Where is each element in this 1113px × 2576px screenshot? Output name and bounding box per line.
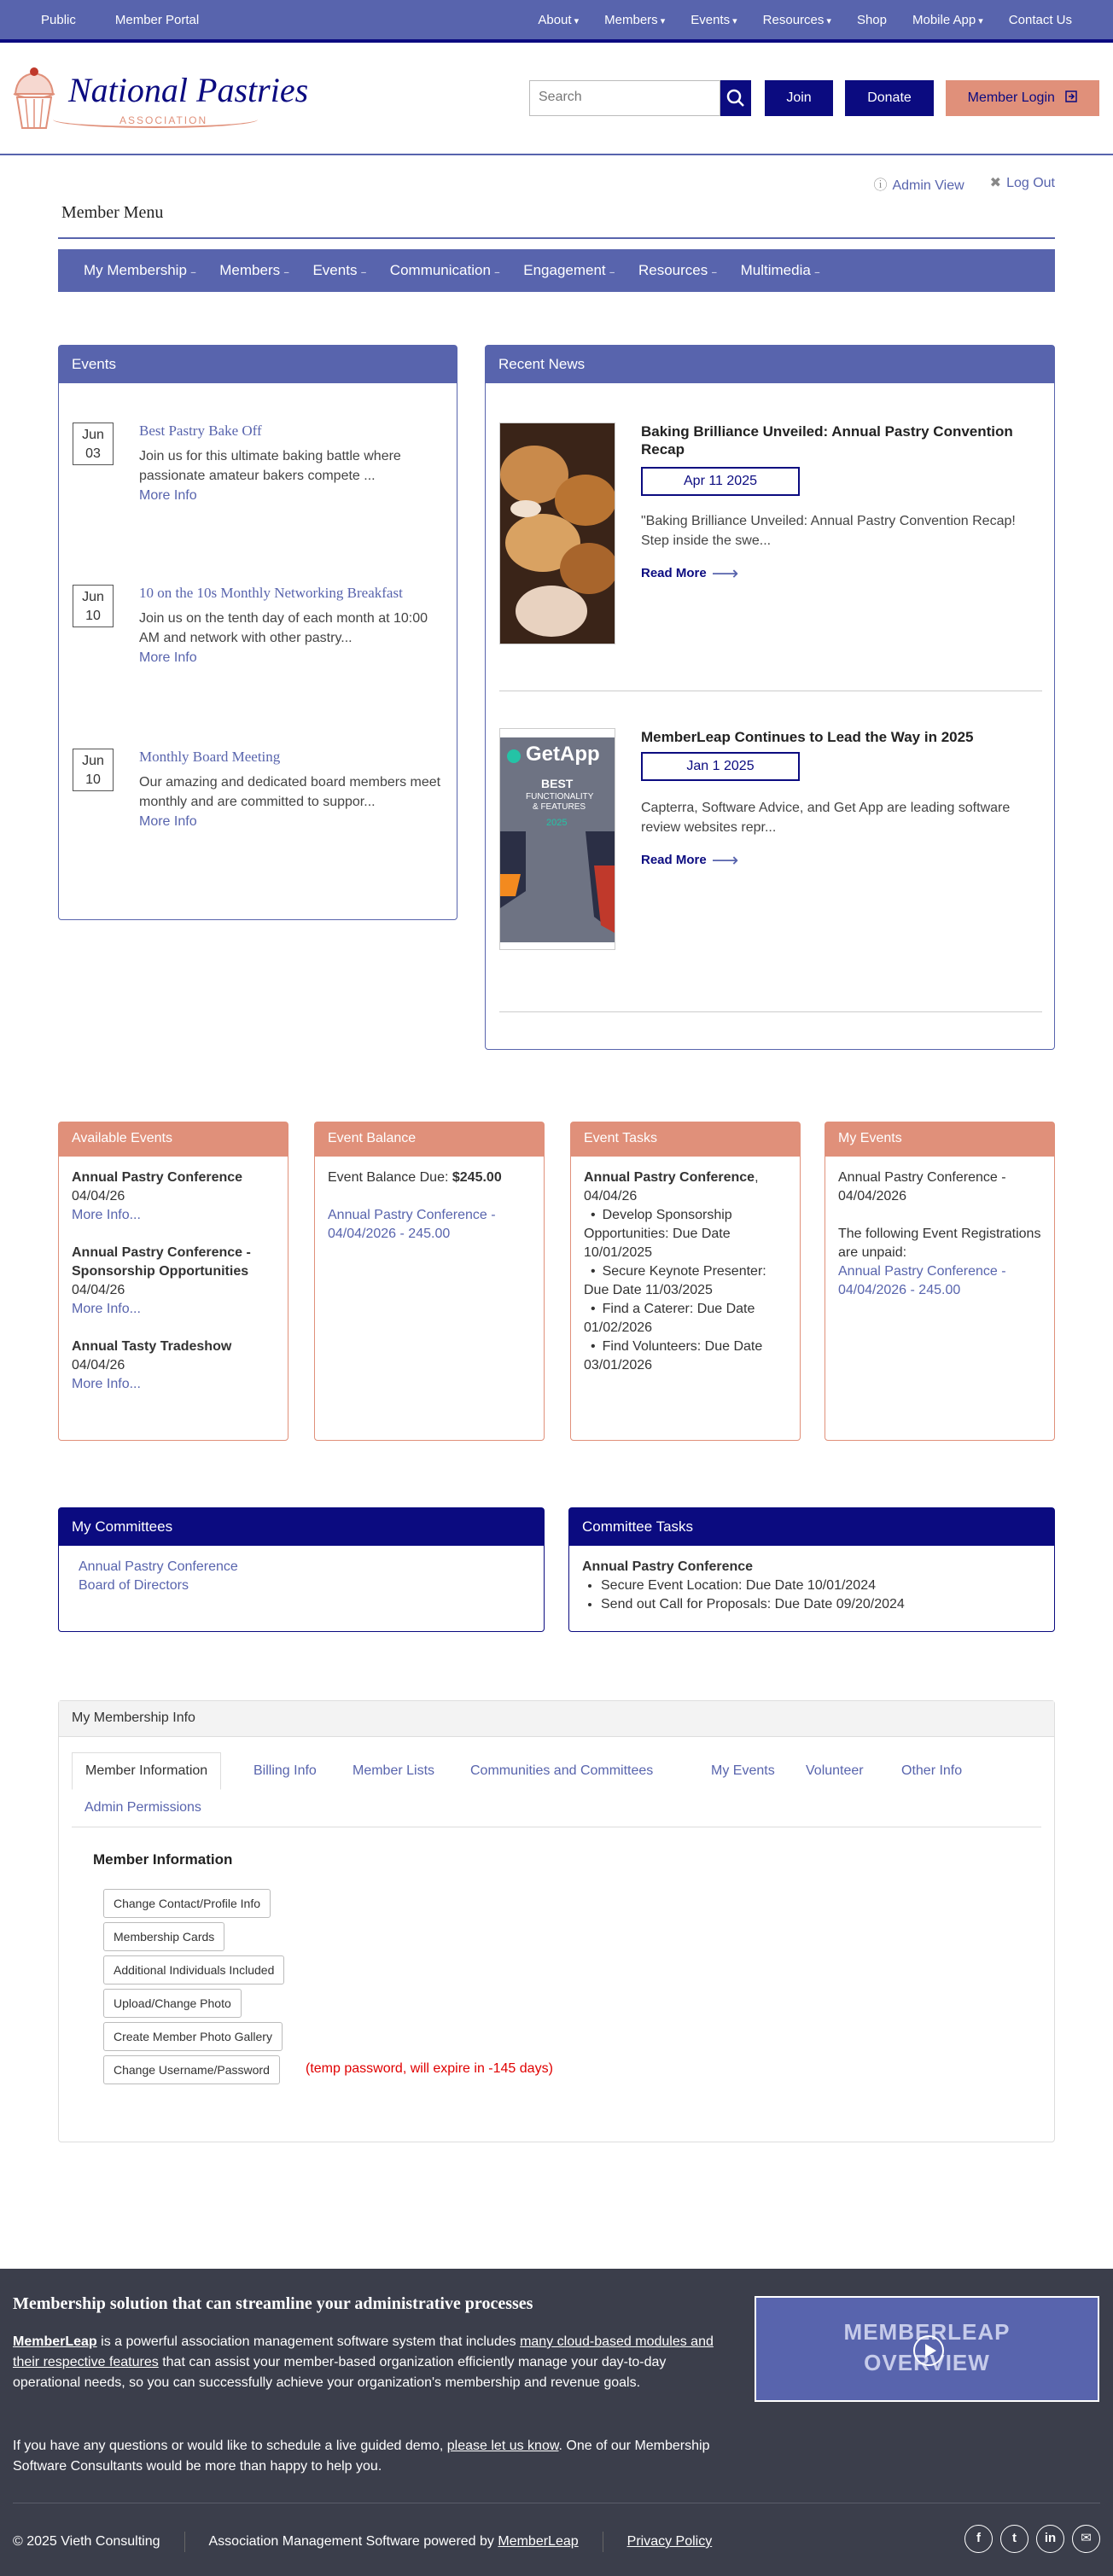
news-item — [499, 728, 1042, 950]
tab-member-information[interactable]: Member Information — [72, 1752, 221, 1790]
login-icon — [1065, 90, 1077, 102]
badge-year: 2025 — [546, 818, 568, 828]
event-more-info-link[interactable]: More Info — [139, 488, 197, 503]
top-bar-right — [538, 13, 1072, 27]
footer-copyright: © 2025 Vieth Consulting — [13, 2534, 160, 2549]
news-image-pastries[interactable] — [499, 423, 615, 644]
news-description: "Baking Brilliance Unveiled: Annual Pastry Convention Recap! Step inside the swe... — [641, 514, 1016, 548]
event-day: 10 — [85, 609, 101, 623]
available-events-title: Available Events — [59, 1122, 288, 1157]
event-more-info-link[interactable]: More Info — [139, 650, 197, 665]
footer-p1-text-a: is a powerful association management software system that includes — [96, 2334, 521, 2349]
footer-powered-link[interactable]: MemberLeap — [498, 2534, 579, 2549]
event-item — [73, 585, 448, 687]
available-event-item — [72, 1169, 275, 1225]
video-title-line-1: MEMBERLEAP — [843, 2319, 1011, 2345]
event-description — [139, 446, 446, 505]
event-day: 10 — [85, 772, 101, 787]
tab-billing-info[interactable]: Billing Info — [253, 1763, 317, 1778]
my-events-title: My Events — [825, 1122, 1054, 1157]
my-committees-title: My Committees — [59, 1508, 544, 1546]
event-balance-due — [328, 1169, 531, 1187]
available-event-date: 04/04/26 — [72, 1189, 125, 1203]
top-nav-about[interactable]: About ▾ — [538, 13, 579, 27]
badge-functionality: FUNCTIONALITY — [526, 792, 594, 801]
membership-tabs — [72, 1752, 1041, 1827]
footer-separator — [184, 2532, 185, 2552]
event-task-item: • Develop Sponsorship Opportunities: Due Date 10/01/2025 — [584, 1206, 787, 1262]
event-date — [73, 585, 114, 627]
event-balance-title: Event Balance — [315, 1122, 544, 1157]
available-event-date: 04/04/26 — [72, 1283, 125, 1297]
event-tasks-event-date: , 04/04/26 — [584, 1170, 759, 1203]
video-title-line-2: OVERVIEW — [864, 2350, 990, 2375]
event-tasks-title: Event Tasks — [571, 1122, 800, 1157]
top-nav-shop[interactable]: Shop — [856, 13, 887, 27]
site-header — [0, 46, 1113, 155]
footer-paragraph-1 — [13, 2332, 730, 2393]
member-login-label: Member Login — [967, 90, 1055, 105]
top-bar — [0, 0, 1113, 43]
news-item — [499, 423, 1042, 644]
tab-member-lists[interactable]: Member Lists — [353, 1763, 435, 1778]
site-footer — [0, 2269, 1113, 2576]
event-item — [73, 749, 448, 868]
menu-communication[interactable]: Communication – — [390, 262, 499, 279]
tab-admin-permissions[interactable]: Admin Permissions — [84, 1800, 201, 1815]
available-event-item — [72, 1338, 275, 1394]
donate-button[interactable]: Donate — [845, 80, 934, 116]
facebook-icon[interactable]: f — [964, 2525, 993, 2553]
event-tasks-list — [584, 1206, 787, 1375]
admin-view-link[interactable] — [873, 174, 964, 194]
membership-info-panel — [58, 1700, 1055, 2142]
event-title-link[interactable]: Monthly Board Meeting — [139, 749, 281, 765]
menu-members[interactable]: Members – — [219, 262, 288, 279]
footer-contact-link[interactable]: please let us know — [446, 2439, 559, 2453]
read-more-link[interactable]: Read More ⟶ — [641, 849, 738, 871]
upload-change-photo-button[interactable]: Upload/Change Photo — [103, 1989, 242, 2018]
tab-communities-committees[interactable]: Communities and Committees — [470, 1763, 654, 1778]
search-input[interactable]: Search — [529, 80, 720, 116]
footer-paragraph-2 — [13, 2436, 730, 2477]
membership-info-title: My Membership Info — [59, 1701, 1054, 1737]
committee-link[interactable]: Board of Directors — [79, 1578, 189, 1593]
event-balance-amount: $245.00 — [452, 1170, 502, 1185]
twitter-icon[interactable]: t — [1000, 2525, 1029, 2553]
badge-features: & FEATURES — [533, 802, 586, 812]
top-nav-members[interactable]: Members ▾ — [604, 13, 665, 27]
social-links — [964, 2525, 1100, 2553]
member-login-button[interactable] — [946, 80, 1099, 116]
event-task-item: • Find a Caterer: Due Date 01/02/2026 — [584, 1300, 787, 1338]
badge-brand: GetApp — [526, 743, 600, 766]
event-tasks-box — [570, 1122, 801, 1441]
admin-links — [873, 174, 1055, 194]
available-event-date: 04/04/26 — [72, 1358, 125, 1373]
menu-my-membership[interactable]: My Membership – — [84, 262, 195, 279]
event-month: Jun — [82, 428, 104, 442]
committee-task-item: • Send out Call for Proposals: Due Date 09/20/2024 — [601, 1595, 1041, 1614]
tab-other-info[interactable]: Other Info — [901, 1763, 963, 1778]
pastries-photo — [500, 423, 615, 644]
tab-volunteer[interactable]: Volunteer — [806, 1763, 864, 1778]
available-event-name: Annual Pastry Conference - Sponsorship Opportunities — [72, 1245, 251, 1279]
my-events-box — [825, 1122, 1055, 1441]
my-committees-box — [58, 1507, 545, 1632]
create-photo-gallery-button[interactable]: Create Member Photo Gallery — [103, 2022, 283, 2051]
event-date — [73, 749, 114, 791]
news-image-getapp-badge[interactable] — [499, 728, 615, 950]
events-panel — [58, 345, 457, 920]
top-nav-resources[interactable]: Resources ▾ — [763, 13, 831, 27]
event-month: Jun — [82, 754, 104, 768]
recent-news-title: Recent News — [486, 346, 1054, 383]
event-month: Jun — [82, 590, 104, 604]
event-title-link[interactable]: 10 on the 10s Monthly Networking Breakfast — [139, 585, 403, 601]
committee-tasks-list — [582, 1576, 1041, 1614]
membership-cards-button[interactable]: Membership Cards — [103, 1922, 224, 1951]
footer-powered — [209, 2534, 579, 2550]
available-event-more-link[interactable]: More Info... — [72, 1377, 141, 1391]
menu-engagement[interactable]: Engagement – — [523, 262, 615, 279]
news-title-link[interactable]: Baking Brilliance Unveiled: Annual Pastry Convention Recap — [641, 423, 1013, 458]
event-task-item: • Secure Keynote Presenter: Due Date 11/03/2025 — [584, 1262, 787, 1300]
committee-tasks-event: Annual Pastry Conference — [582, 1559, 754, 1574]
news-description: Capterra, Software Advice, and Get App are leading software review websites repr... — [641, 801, 1011, 835]
event-task-item: • Find Volunteers: Due Date 03/01/2026 — [584, 1338, 787, 1375]
footer-modules-link[interactable]: many cloud-based modules and their respective features — [13, 2334, 714, 2369]
linkedin-icon[interactable]: in — [1036, 2525, 1064, 2553]
footer-memberleap-link[interactable]: MemberLeap — [13, 2334, 97, 2349]
memberleap-overview-video[interactable] — [755, 2296, 1099, 2402]
change-username-password-button[interactable]: Change Username/Password — [103, 2055, 280, 2084]
event-balance-box — [314, 1122, 545, 1441]
events-panel-title: Events — [59, 346, 457, 383]
my-event-item: Annual Pastry Conference - 04/04/2026 — [838, 1170, 1006, 1203]
logo-text: National Pastries — [68, 71, 309, 109]
news-date: Jan 1 2025 — [641, 752, 800, 781]
recent-news-panel — [485, 345, 1055, 1050]
committee-task-item: • Secure Event Location: Due Date 10/01/2024 — [601, 1576, 1041, 1595]
additional-individuals-button[interactable]: Additional Individuals Included — [103, 1955, 284, 1984]
news-date: Apr 11 2025 — [641, 467, 800, 496]
event-balance-label: Event Balance Due: — [328, 1170, 449, 1185]
top-nav-events[interactable]: Events ▾ — [691, 13, 737, 27]
site-logo[interactable] — [10, 65, 309, 137]
join-button[interactable]: Join — [765, 80, 833, 116]
available-event-name: Annual Tasty Tradeshow — [72, 1339, 232, 1354]
event-date — [73, 423, 114, 465]
temp-password-note: (temp password, will expire in -145 days) — [306, 2061, 553, 2076]
event-desc-text: Join us on the tenth day of each month at 10:00 AM and network with other pastry... — [139, 611, 428, 645]
unpaid-registration-link[interactable]: Annual Pastry Conference - 04/04/2026 - 245.00 — [838, 1264, 1006, 1297]
footer-powered-text: Association Management Software powered by — [208, 2534, 498, 2549]
footer-p2-text-a: If you have any questions or would like to schedule a live guided demo, — [13, 2439, 447, 2453]
available-event-more-link[interactable]: More Info... — [72, 1208, 141, 1222]
log-out-label: Log Out — [1006, 176, 1055, 190]
event-balance-link[interactable]: Annual Pastry Conference - 04/04/2026 - 245.00 — [328, 1208, 496, 1241]
committee-link[interactable]: Annual Pastry Conference — [79, 1559, 238, 1574]
search-button[interactable] — [720, 80, 751, 116]
available-events-box — [58, 1122, 288, 1441]
member-menu-title: Member Menu — [61, 203, 164, 222]
top-link-public[interactable]: Public — [41, 13, 76, 27]
committee-tasks-box — [568, 1507, 1055, 1632]
event-desc-text: Our amazing and dedicated board members meet monthly and are committed to suppor... — [139, 775, 441, 809]
news-divider — [499, 1011, 1042, 1012]
read-more-link[interactable]: Read More ⟶ — [641, 562, 738, 585]
member-information-heading: Member Information — [93, 1851, 233, 1868]
log-out-link[interactable] — [990, 174, 1055, 194]
event-desc-text: Join us for this ultimate baking battle where passionate amateur bakers compete ... — [139, 449, 401, 483]
event-tasks-event-name: Annual Pastry Conference — [584, 1170, 755, 1185]
cupcake-icon — [10, 65, 58, 131]
footer-heading: Membership solution that can streamline your administrative processes — [13, 2294, 533, 2313]
event-description — [139, 609, 446, 667]
tab-my-events[interactable]: My Events — [711, 1763, 775, 1778]
event-item — [73, 423, 448, 525]
unpaid-registrations-note: The following Event Registrations are unpaid: — [838, 1227, 1041, 1260]
close-icon: ✖ — [989, 176, 1002, 190]
change-contact-profile-button[interactable]: Change Contact/Profile Info — [103, 1889, 271, 1918]
info-icon: ⓘ — [873, 178, 888, 193]
available-event-name: Annual Pastry Conference — [72, 1170, 243, 1185]
top-nav-mobile-app[interactable]: Mobile App ▾ — [912, 13, 983, 27]
member-menu-divider — [58, 237, 1055, 239]
top-bar-left — [41, 13, 199, 27]
menu-multimedia[interactable]: Multimedia – — [741, 262, 820, 279]
event-description — [139, 772, 446, 831]
event-tasks-event — [584, 1169, 787, 1206]
top-nav-contact-us[interactable]: Contact Us — [1008, 13, 1072, 27]
logo-subtext: ASSOCIATION — [119, 114, 208, 126]
menu-events[interactable]: Events – — [312, 262, 365, 279]
badge-best: BEST — [541, 777, 574, 790]
email-icon[interactable]: ✉ — [1072, 2525, 1100, 2553]
footer-p1-text-b: that can assist your member-based organization efficiently manage your day-to-day operational needs, so you can successfully achieve your organization's membership and revenue goals. — [13, 2355, 667, 2390]
top-link-member-portal[interactable]: Member Portal — [114, 13, 200, 27]
menu-resources[interactable]: Resources – — [638, 262, 717, 279]
admin-view-label: Admin View — [892, 178, 964, 193]
play-icon[interactable] — [913, 2335, 944, 2366]
news-title-link[interactable]: MemberLeap Continues to Lead the Way in 2025 — [641, 729, 974, 745]
footer-bottom — [13, 2532, 712, 2552]
event-day: 03 — [85, 446, 101, 461]
available-event-item — [72, 1244, 275, 1319]
committee-tasks-title: Committee Tasks — [569, 1508, 1054, 1546]
search-icon — [720, 80, 751, 116]
event-more-info-link[interactable]: More Info — [139, 814, 197, 829]
event-title-link[interactable]: Best Pastry Bake Off — [139, 423, 262, 439]
footer-p2-text-b: . One of our Membership Software Consultants would be more than happy to help you. — [13, 2439, 710, 2474]
privacy-policy-link[interactable]: Privacy Policy — [626, 2534, 713, 2549]
available-event-more-link[interactable]: More Info... — [72, 1302, 141, 1316]
member-menu-nav — [58, 249, 1055, 292]
